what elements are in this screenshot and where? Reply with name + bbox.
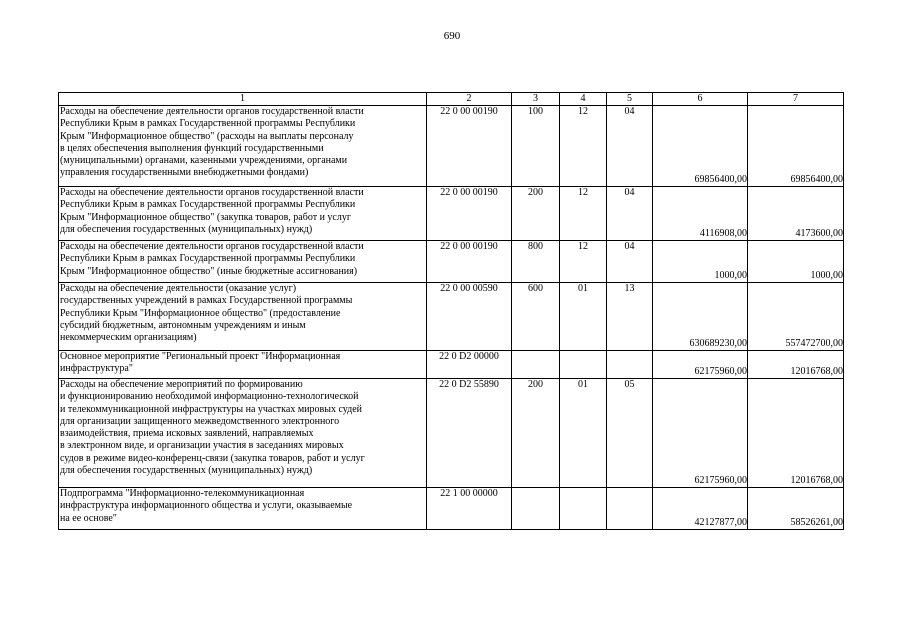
table-row xyxy=(59,283,844,351)
target-article-code: 22 0 D2 00000 xyxy=(427,351,512,379)
table-row xyxy=(59,379,844,488)
expense-type-code: 100 xyxy=(512,106,560,187)
amount-year-2: 557472700,00 xyxy=(748,283,844,351)
amount-year-1: 42127877,00 xyxy=(653,488,748,530)
target-article-code: 22 1 00 00000 xyxy=(427,488,512,530)
target-article-code: 22 0 00 00190 xyxy=(427,241,512,283)
expense-description: Расходы на обеспечение деятельности органов государственной власти Республики Крым в рамках Государственной программы Республики Крым "Информационное общество" (расходы на выплаты персоналу в целях обеспечения выполнения функций государственными (муниципальными) органами, казенными учреждениями, органами управления государственными внебюджетными фондами) xyxy=(59,106,427,187)
subsection-code xyxy=(607,351,653,379)
expense-type-code: 600 xyxy=(512,283,560,351)
target-article-code: 22 0 D2 55890 xyxy=(427,379,512,488)
expense-description: Основное мероприятие "Региональный проект "Информационная инфраструктура" xyxy=(59,351,427,379)
column-header: 4 xyxy=(560,93,607,106)
expense-type-code: 200 xyxy=(512,187,560,241)
expense-description: Расходы на обеспечение мероприятий по формированию и функционированию необходимой информационно-технологической и телекоммуникационной инфраструктуры на участках мировых судей для организации защищенного межведомственного электронного взаимодействия, приема исковых заявлений, направляемых в электронном виде, и организации участия в заседаниях мировых судов в режиме видео-конференц-связи (закупка товаров, работ и услуг для обеспечения государственных (муниципальных) нужд) xyxy=(59,379,427,488)
subsection-code: 04 xyxy=(607,187,653,241)
amount-year-1: 4116908,00 xyxy=(653,187,748,241)
amount-year-1: 69856400,00 xyxy=(653,106,748,187)
table-row xyxy=(59,106,844,187)
amount-year-1: 62175960,00 xyxy=(653,351,748,379)
subsection-code: 04 xyxy=(607,241,653,283)
budget-table xyxy=(58,92,844,530)
expense-description: Расходы на обеспечение деятельности органов государственной власти Республики Крым в рамках Государственной программы Республики Крым "Информационное общество" (закупка товаров, работ и услуг для обеспечения государственных (муниципальных) нужд) xyxy=(59,187,427,241)
table-row xyxy=(59,488,844,530)
target-article-code: 22 0 00 00190 xyxy=(427,106,512,187)
table-row xyxy=(59,351,844,379)
section-code: 01 xyxy=(560,283,607,351)
column-header: 3 xyxy=(512,93,560,106)
amount-year-1: 1000,00 xyxy=(653,241,748,283)
section-code: 12 xyxy=(560,106,607,187)
column-header: 6 xyxy=(653,93,748,106)
column-header: 7 xyxy=(748,93,844,106)
expense-description: Расходы на обеспечение деятельности органов государственной власти Республики Крым в рамках Государственной программы Республики Крым "Информационное общество" (иные бюджетные ассигнования) xyxy=(59,241,427,283)
table-row xyxy=(59,187,844,241)
expense-type-code xyxy=(512,351,560,379)
expense-type-code xyxy=(512,488,560,530)
column-header: 2 xyxy=(427,93,512,106)
amount-year-1: 630689230,00 xyxy=(653,283,748,351)
target-article-code: 22 0 00 00590 xyxy=(427,283,512,351)
section-code xyxy=(560,351,607,379)
amount-year-2: 69856400,00 xyxy=(748,106,844,187)
page-number: 690 xyxy=(443,30,461,42)
amount-year-2: 12016768,00 xyxy=(748,379,844,488)
table-row xyxy=(59,241,844,283)
amount-year-2: 1000,00 xyxy=(748,241,844,283)
subsection-code: 13 xyxy=(607,283,653,351)
amount-year-2: 12016768,00 xyxy=(748,351,844,379)
expense-type-code: 200 xyxy=(512,379,560,488)
amount-year-2: 4173600,00 xyxy=(748,187,844,241)
column-header: 5 xyxy=(607,93,653,106)
expense-type-code: 800 xyxy=(512,241,560,283)
amount-year-2: 58526261,00 xyxy=(748,488,844,530)
expense-description: Подпрограмма "Информационно-телекоммуникационная инфраструктура информационного общества и услуги, оказываемые на ее основе" xyxy=(59,488,427,530)
subsection-code xyxy=(607,488,653,530)
section-code xyxy=(560,488,607,530)
target-article-code: 22 0 00 00190 xyxy=(427,187,512,241)
subsection-code: 04 xyxy=(607,106,653,187)
section-code: 01 xyxy=(560,379,607,488)
column-header: 1 xyxy=(59,93,427,106)
header-row xyxy=(59,93,844,106)
amount-year-1: 62175960,00 xyxy=(653,379,748,488)
section-code: 12 xyxy=(560,241,607,283)
expense-description: Расходы на обеспечение деятельности (оказание услуг) государственных учреждений в рамках Государственной программы Республики Крым "Информационное общество" (предоставление субсидий бюджетным, автономным учреждениям и иным некоммерческим организациям) xyxy=(59,283,427,351)
section-code: 12 xyxy=(560,187,607,241)
subsection-code: 05 xyxy=(607,379,653,488)
